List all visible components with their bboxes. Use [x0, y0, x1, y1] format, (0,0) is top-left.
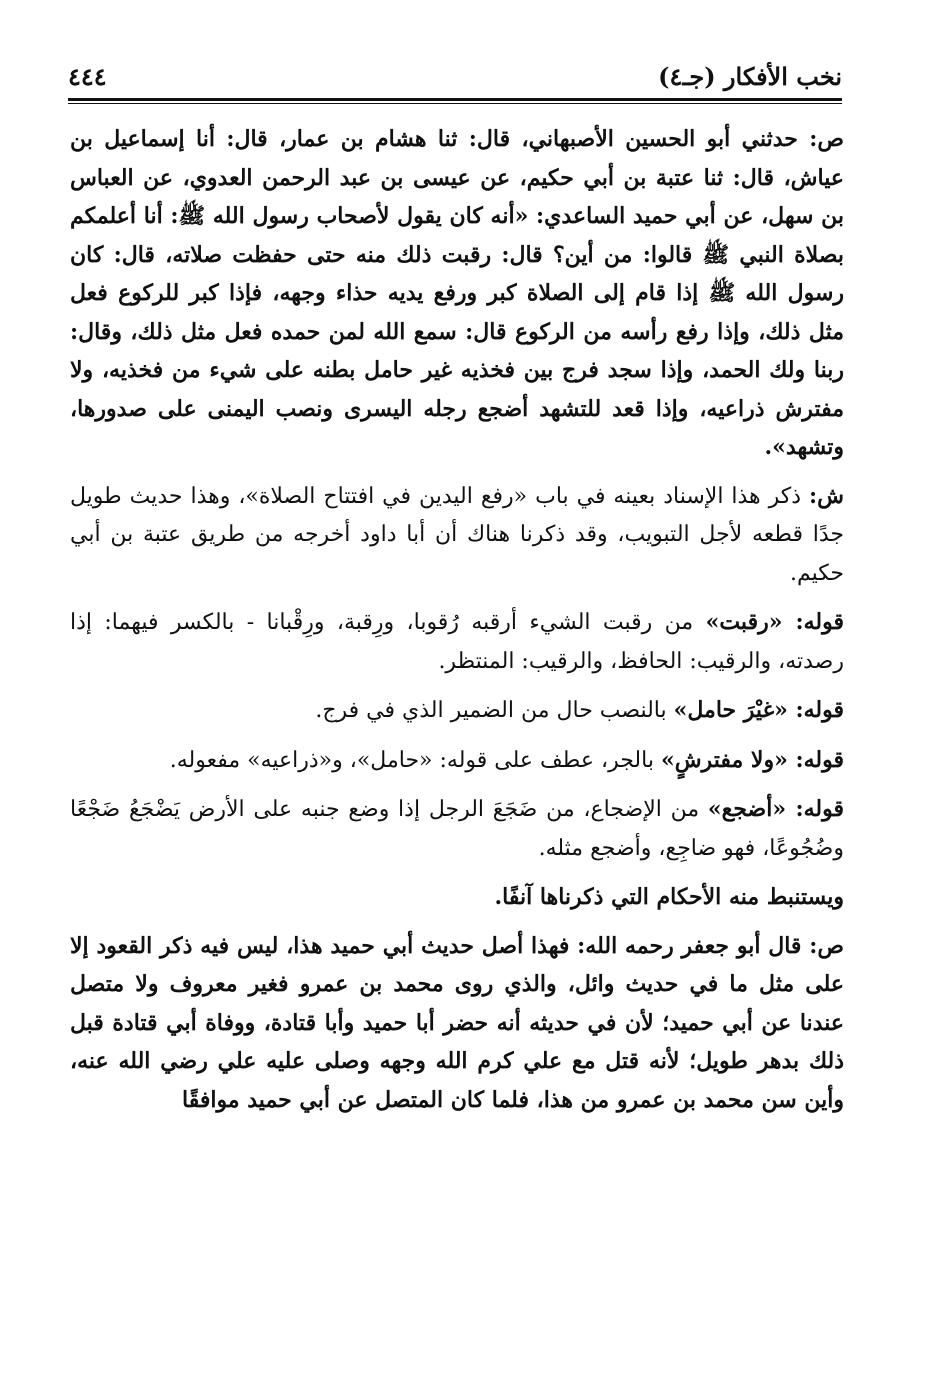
paragraph-text: بالجر، عطف على قوله: «حامل»، و«ذراعيه» مفعوله.	[169, 747, 654, 773]
paragraph-raqabt	[70, 603, 844, 681]
paragraph-sad-2	[70, 927, 844, 1120]
paragraph-text: ويستنبط منه الأحكام التي ذكرناها آنفًا.	[494, 884, 844, 910]
page-header	[68, 56, 842, 96]
paragraph-lead: قوله: «أضجع»	[707, 796, 844, 822]
paragraph-shin	[70, 477, 844, 594]
paragraph-text: من الإضجاع، من ضَجَعَ الرجل إذا وضع جنبه على الأرض يَضْجَعُ ضَجْعًا وضُجُوعًا، فهو ضاجِع، وأضجع مثله.	[70, 797, 844, 861]
paragraph-muftarish	[70, 741, 844, 781]
paragraph-lead: ص:	[809, 932, 844, 959]
paragraph-adja	[70, 790, 844, 868]
paragraph-text: قال أبو جعفر رحمه الله: فهذا أصل حديث أبي حميد هذا، ليس فيه ذكر القعود إلا على مثل ما في حديث وائل، والذي روى محمد بن عمرو فغير معروف ولا متصل عندنا عن أبي حميد؛ لأن في حديثه أنه حضر أبا حميد وأبا قتادة، ووفاة أبي قتادة قبل ذلك بدهر طويل؛ لأنه قتل مع علي كرم الله وجهه وصلى عليه علي رضي الله عنه، وأين سن محمد بن عمرو من هذا، فلما كان المتصل عن أبي حميد موافقًا	[70, 932, 844, 1113]
paragraph-lead: قوله: «غيْرَ حامل»	[673, 697, 844, 723]
header-rule-thick	[68, 98, 842, 101]
paragraph-lead: ص:	[809, 126, 844, 152]
header-rule-thin	[68, 103, 842, 104]
paragraph-text: بالنصب حال من الضمير الذي في فرج.	[315, 698, 667, 723]
paragraph-text: من رقبت الشيء أرقبه رُقوبا، ورِقبة، ورِقْبانا - بالكسر فيهما: إذا رصدته، والرقيب: الحافظ، والرقيب: المنتظر.	[70, 610, 844, 674]
paragraph-lead: قوله: «رقبت»	[705, 609, 845, 635]
paragraph-lead: قوله: «ولا مفترشٍ»	[660, 746, 844, 773]
paragraph-sad-1	[70, 120, 844, 467]
paragraph-text: حدثني أبو الحسين الأصبهاني، قال: ثنا هشام بن عمار، قال: أنا إسماعيل بن عياش، قال: ثنا عتبة بن أبي حكيم، عن عيسى بن عبد الرحمن العدوي، عن العباس بن سهل، عن أبي حميد الساعدي: «أنه كان يقول لأصحاب رسول الله ﷺ: أنا أعلمكم بصلاة النبي ﷺ قالوا: من أين؟ قال: رقبت ذلك منه حتى حفظت صلاته، قال: كان رسول الله ﷺ إذا قام إلى الصلاة كبر ورفع يديه حذاء وجهه، فإذا كبر للركوع فعل مثل ذلك، وإذا رفع رأسه من الركوع قال: سمع الله لمن حمده فعل مثل ذلك، وقال: ربنا ولك الحمد، وإذا سجد فرج بين فخذيه غير حامل بطنه على شيء من فخذيه، ولا مفترش ذراعيه، وإذا قعد للتشهد أضجع رجله اليسرى ونصب اليمنى على صدورها، وتشهد».	[70, 126, 844, 460]
running-title: نخب الأفكار (جـ٤)	[658, 61, 842, 91]
paragraph-conclusion	[70, 878, 844, 917]
paragraph-text: ذكر هذا الإسناد بعينه في باب «رفع اليدين في افتتاح الصلاة»، وهذا حديث طويل جدًا قطعه لأجل التبويب، وقد ذكرنا هناك أن أبا داود أخرجه من طريق عتبة بن أبي حكيم.	[70, 483, 844, 586]
page-number: ٤٤٤	[68, 61, 107, 91]
paragraph-ghayr-hamil	[70, 691, 844, 731]
paragraph-lead: ش:	[809, 482, 844, 509]
page-body	[70, 120, 844, 1129]
